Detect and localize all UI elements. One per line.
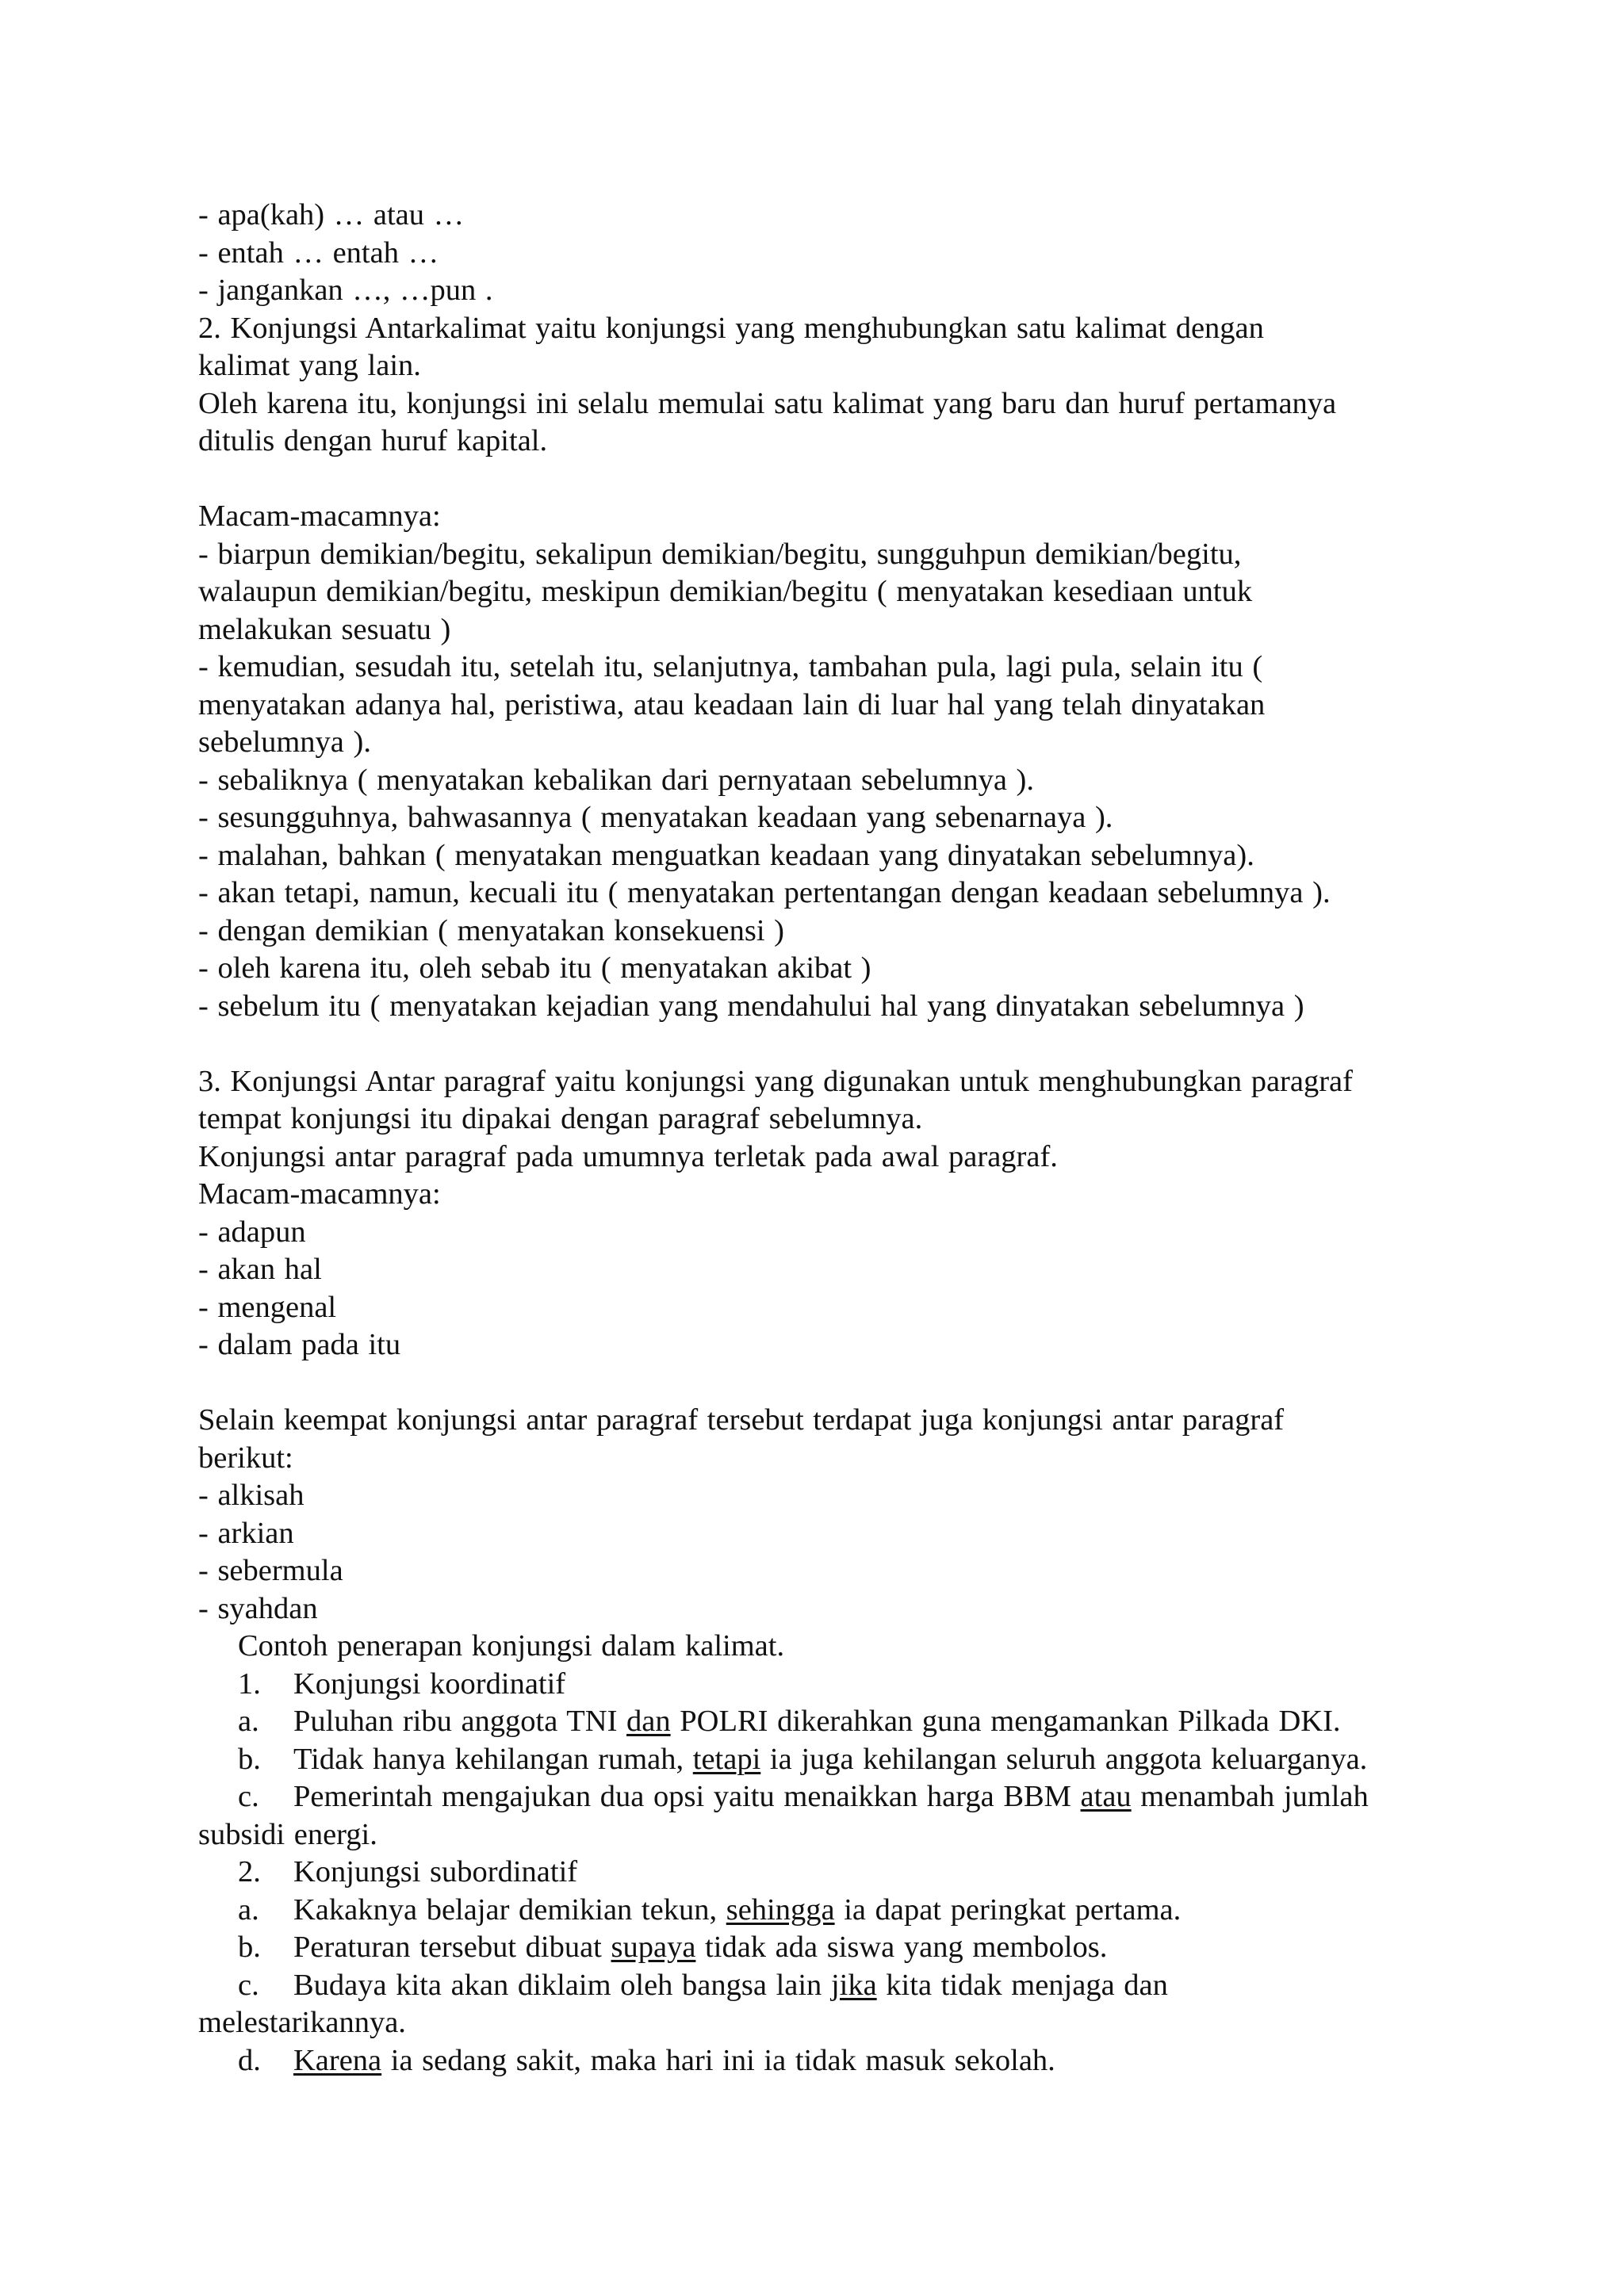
text-line: - mengenal [198,1290,337,1324]
text-line: - apa(kah) … atau … [198,198,465,232]
text-line: - adapun [198,1215,306,1249]
section-a [198,197,1443,461]
text-line: Selain keempat konjungsi antar paragraf tersebut terdapat juga konjungsi antar paragraf [198,1403,1285,1437]
text-line: Macam-macamnya: [198,1177,441,1211]
item-text: tidak ada siswa yang membolos. [695,1931,1108,1964]
text-line: - syahdan [198,1591,318,1625]
text-line: tempat konjungsi itu dipakai dengan paragraf sebelumnya. [198,1102,923,1135]
text-line: Konjungsi antar paragraf pada umumnya terletak pada awal paragraf. [198,1139,1058,1173]
item-label: b. [238,1931,261,1964]
text-line: - dalam pada itu [198,1328,401,1361]
item-text: Pemerintah mengajukan dua opsi yaitu menaikkan harga BBM [293,1780,1081,1813]
item-text: Tidak hanya kehilangan rumah, [293,1742,693,1776]
document-body [198,197,1443,2080]
conjunction-word: supaya [611,1931,696,1964]
conjunction-word: tetapi [692,1742,761,1776]
item-text: ia juga kehilangan seluruh anggota keluarganya. [760,1742,1368,1776]
text-line: 2. Konjungsi Antarkalimat yaitu konjungsi yang menghubungkan satu kalimat dengan [198,311,1264,345]
blank-line [198,461,1443,499]
item-label: d. [238,2043,261,2077]
examples-section [198,1628,1443,2080]
item-text: Budaya kita akan diklaim oleh bangsa lain [293,1968,831,2002]
item-text: POLRI dikerahkan guna mengamankan Pilkada DKI. [670,1705,1341,1738]
item-text: Kakaknya belajar demikian tekun, [293,1892,726,1927]
group-number: 2. [238,1855,261,1888]
text-line: ditulis dengan huruf kapital. [198,424,548,457]
text-line: - kemudian, sesudah itu, setelah itu, selanjutnya, tambahan pula, lagi pula, selain itu ( [198,650,1263,683]
text-line: - akan tetapi, namun, kecuali itu ( menyatakan pertentangan dengan keadaan sebelumnya ). [198,876,1331,909]
text-line: - biarpun demikian/begitu, sekalipun demikian/begitu, sungguhpun demikian/begitu, [198,537,1242,571]
text-line: walaupun demikian/begitu, meskipun demikian/begitu ( menyatakan kesediaan untuk [198,575,1253,608]
item-text: ia dapat peringkat pertama. [834,1892,1182,1927]
item-text: Peraturan tersebut dibuat [293,1931,611,1964]
example-item [198,1967,1443,2005]
group-heading [198,1854,1443,1892]
section-b [198,498,1443,1025]
text-line: - alkisah [198,1479,304,1512]
text-line: - entah … entah … [198,235,439,270]
text-line: - sesungguhnya, bahwasannya ( menyatakan keadaan yang sebenarnaya ). [198,801,1113,834]
example-continuation: melestarikannya. [198,2006,406,2039]
text-line: sebelumnya ). [198,725,371,759]
example-continuation: subsidi energi. [198,1817,377,1851]
conjunction-word: dan [626,1705,671,1738]
text-line: melakukan sesuatu ) [198,612,451,646]
conjunction-word: atau [1080,1780,1132,1813]
item-label: a. [238,1892,259,1927]
blank-line [198,1025,1443,1063]
text-line: - akan hal [198,1253,322,1286]
text-line: - sebaliknya ( menyatakan kebalikan dari pernyataan sebelumnya ). [198,763,1034,797]
item-label: a. [238,1705,259,1738]
conjunction-word: sehingga [726,1892,835,1927]
example-item [198,1703,1443,1741]
examples-heading: Contoh penerapan konjungsi dalam kalimat. [238,1629,785,1663]
item-text: Puluhan ribu anggota TNI [293,1705,627,1738]
text-line: Oleh karena itu, konjungsi ini selalu memulai satu kalimat yang baru dan huruf pertamanya [198,386,1337,420]
group-number: 1. [238,1667,261,1701]
text-line: - sebermula [198,1554,343,1587]
item-label: b. [238,1742,261,1776]
example-item [198,1929,1443,1967]
text-line: kalimat yang lain. [198,349,421,382]
group-title: Konjungsi koordinatif [293,1667,566,1701]
text-line: - arkian [198,1516,294,1550]
section-d [198,1402,1443,1628]
text-line: berikut: [198,1441,293,1475]
text-line: - dengan demikian ( menyatakan konsekuensi ) [198,913,784,947]
item-label: c. [238,1968,259,2002]
example-item [198,2042,1443,2080]
item-text: kita tidak menjaga dan [876,1968,1168,2002]
text-line: Macam-macamnya: [198,499,441,533]
text-line: - malahan, bahkan ( menyatakan menguatkan keadaan yang dinyatakan sebelumnya). [198,838,1254,872]
text-line: - sebelum itu ( menyatakan kejadian yang mendahului hal yang dinyatakan sebelumnya ) [198,989,1304,1023]
item-text: menambah jumlah [1131,1780,1369,1813]
item-text: ia sedang sakit, maka hari ini ia tidak masuk sekolah. [381,2043,1055,2077]
example-item [198,1741,1443,1779]
item-label: c. [238,1780,259,1813]
group-heading [198,1666,1443,1704]
example-item [198,1892,1443,1930]
section-c [198,1063,1443,1364]
text-line: - jangankan …, …pun . [198,274,493,307]
text-line: menyatakan adanya hal, peristiwa, atau keadaan lain di luar hal yang telah dinyatakan [198,687,1266,721]
blank-line [198,1364,1443,1402]
example-item [198,1778,1443,1816]
group-title: Konjungsi subordinatif [293,1855,578,1888]
text-line: - oleh karena itu, oleh sebab itu ( menyatakan akibat ) [198,951,871,985]
conjunction-word: Karena [293,2043,382,2077]
text-line: 3. Konjungsi Antar paragraf yaitu konjungsi yang digunakan untuk menghubungkan paragraf [198,1064,1353,1098]
conjunction-word: jika [830,1968,877,2002]
